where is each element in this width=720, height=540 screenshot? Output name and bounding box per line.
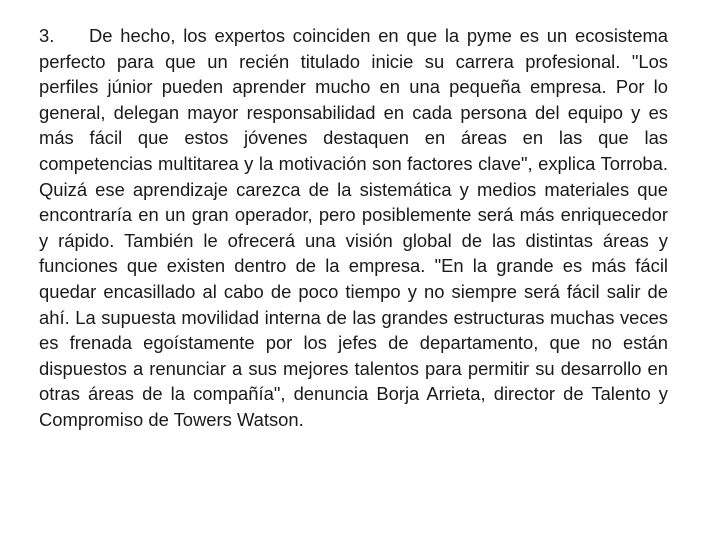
paragraph-text: De hecho, los expertos coinciden en que la pyme es un ecosistema perfecto para que un recién titulado inicie su carrera profesional. "Los perfiles júnior pueden aprender mucho en una pequeña empresa. Por lo general, delegan mayor responsabilidad en cada persona del equipo y es más fácil que estos jóvenes destaquen en áreas en las que las competencias multitarea y la motivación son factores clave", explica Torroba. Quizá ese aprendizaje carezca de la sistemática y medios materiales que encontraría en un gran operador, pero posiblemente será más enriquecedor y rápido. También le ofrecerá una visión global de las distintas áreas y funciones que existen dentro de la empresa. "En la grande es más fácil quedar encasillado al cabo de poco tiempo y no siempre será fácil salir de ahí. La supuesta movilidad interna de las grandes estructuras muchas veces es frenada egoístamente por los jefes de departamento, que no están dispuestos a renunciar a sus mejores talentos para permitir su desarrollo en otras áreas de la compañía", denuncia Borja Arrieta, director de Talento y Compromiso de Towers Watson. [39,25,668,430]
numbered-paragraph [39,23,668,433]
item-number: 3. [39,25,55,46]
